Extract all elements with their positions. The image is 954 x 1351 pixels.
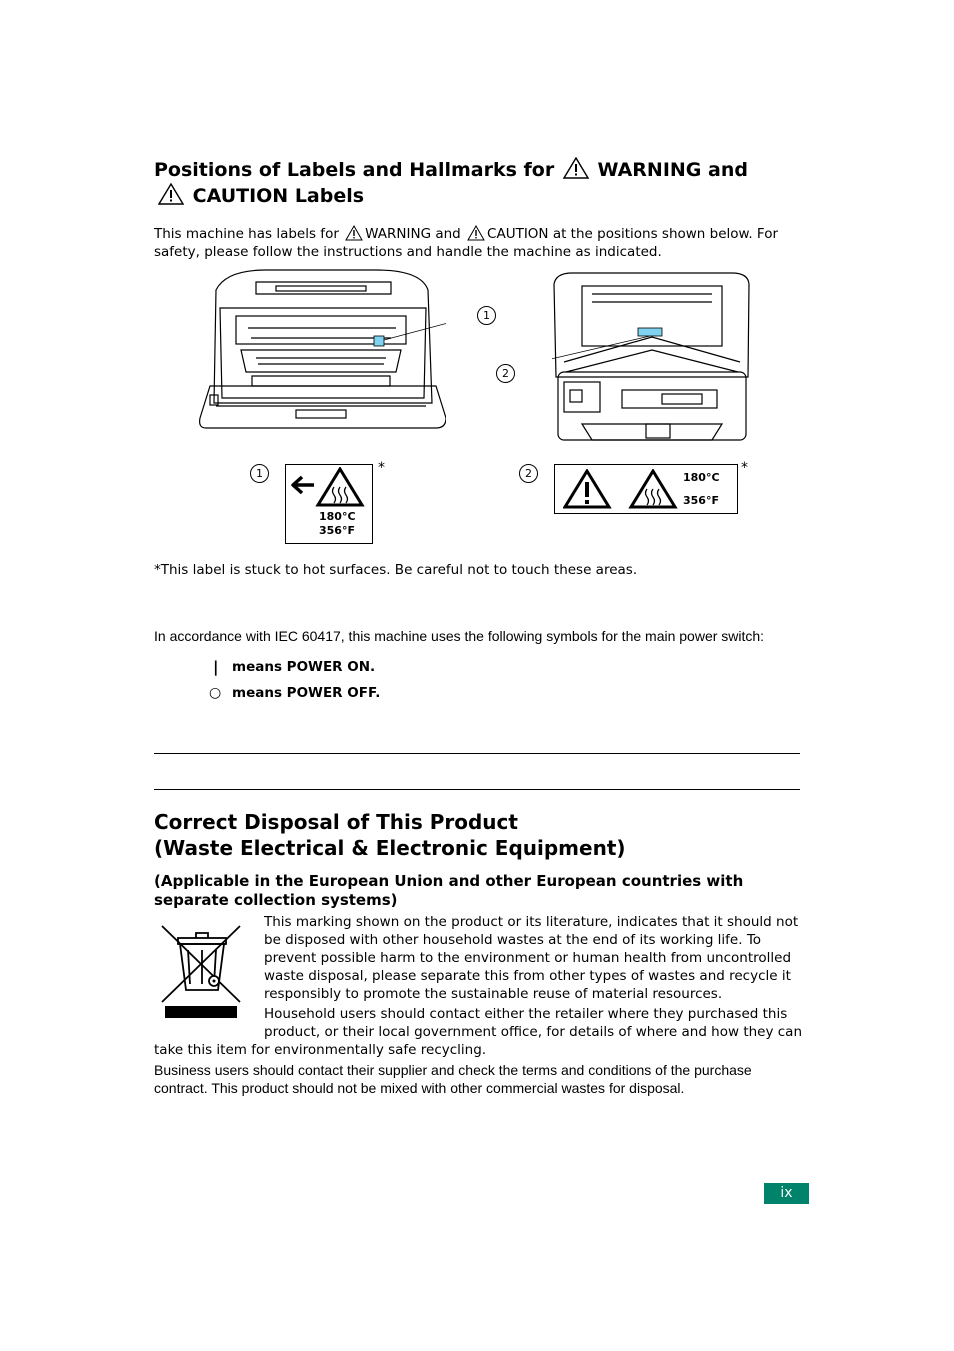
disposal-para2-last: take this item for environmentally safe recycling. — [154, 1042, 487, 1058]
label2-temp-c: 180°C — [683, 471, 720, 484]
label1-number: 1 — [250, 464, 269, 483]
crossed-out-bin-icon — [158, 922, 246, 1022]
divider-bottom — [154, 789, 800, 790]
disposal-para1 — [264, 913, 804, 1003]
page-number: ix — [764, 1183, 809, 1204]
disposal-title-line1: Correct Disposal of This Product — [154, 810, 518, 834]
label1-temp-c: 180°C — [319, 510, 356, 523]
title-part2: WARNING and — [597, 159, 748, 181]
label1-asterisk: * — [378, 460, 385, 476]
para1-line: be disposed with other household wastes at the end of its working life. To — [264, 932, 762, 948]
para2-line: product, or their local government office, for details of where and how they can — [264, 1024, 803, 1040]
para2-line: Household users should contact either the retailer where they purchased this — [264, 1006, 788, 1022]
power-intro: In accordance with IEC 60417, this machine uses the following symbols for the main power switch: — [154, 628, 765, 644]
label2-number: 2 — [519, 464, 538, 483]
disposal-para3 — [154, 1061, 804, 1097]
power-off-symbol: ○ — [209, 685, 222, 701]
label2-asterisk: * — [741, 460, 748, 476]
callout-number-1: 1 — [477, 306, 496, 325]
title-part1: Positions of Labels and Hallmarks for — [154, 159, 555, 181]
power-off-text: means POWER OFF. — [232, 685, 381, 701]
printer-rear-illustration — [552, 272, 752, 444]
warning-triangle-icon — [563, 157, 589, 179]
disposal-title-line2: (Waste Electrical & Electronic Equipment) — [154, 836, 626, 860]
intro-text-a: This machine has labels for — [154, 226, 339, 242]
para3-line2: contract. This product should not be mixed with other commercial wastes for disposal. — [154, 1080, 685, 1096]
disposal-subtitle-line1: (Applicable in the European Union and other European countries with — [154, 872, 744, 890]
para1-line: waste disposal, please separate this from other types of wastes and recycle it — [264, 968, 791, 984]
intro-paragraph — [154, 225, 804, 261]
para1-line: prevent possible harm to the environment or human health from uncontrolled — [264, 950, 792, 966]
label2-temp-f: 356°F — [683, 494, 719, 507]
divider-top — [154, 753, 800, 754]
section-title-labels-line2 — [156, 183, 364, 209]
hot-surface-arrow-icon — [288, 467, 370, 509]
para1-line: responsibly to promote the sustainable reuse of material resources. — [264, 986, 723, 1002]
para3-line1: Business users should contact their supplier and check the terms and conditions of the purchase — [154, 1062, 752, 1078]
warning-and-hot-icons — [563, 469, 679, 509]
disposal-subtitle-line2: separate collection systems) — [154, 891, 398, 909]
power-on-text: means POWER ON. — [232, 659, 376, 675]
warning-small-icon — [345, 225, 363, 241]
section-title-labels — [154, 157, 814, 183]
hot-surface-footnote: *This label is stuck to hot surfaces. Be careful not to touch these areas. — [154, 562, 638, 578]
caution-small-icon — [467, 225, 485, 241]
caution-triangle-icon — [158, 183, 184, 205]
printer-front-illustration — [196, 268, 446, 433]
intro-text-d: safety, please follow the instructions and handle the machine as indicated. — [154, 244, 662, 260]
hot-surface-label-1 — [285, 464, 373, 544]
power-on-symbol: | — [213, 658, 219, 676]
hot-surface-label-2 — [554, 464, 738, 514]
label1-temp-f: 356°F — [319, 524, 355, 537]
disposal-para2 — [264, 1005, 804, 1041]
intro-text-b: WARNING and — [365, 226, 461, 242]
intro-text-c: CAUTION at the positions shown below. For — [487, 226, 779, 242]
para1-line: This marking shown on the product or its literature, indicates that it should not — [264, 914, 799, 930]
callout-number-2: 2 — [496, 364, 515, 383]
title-part3: CAUTION Labels — [192, 185, 365, 207]
